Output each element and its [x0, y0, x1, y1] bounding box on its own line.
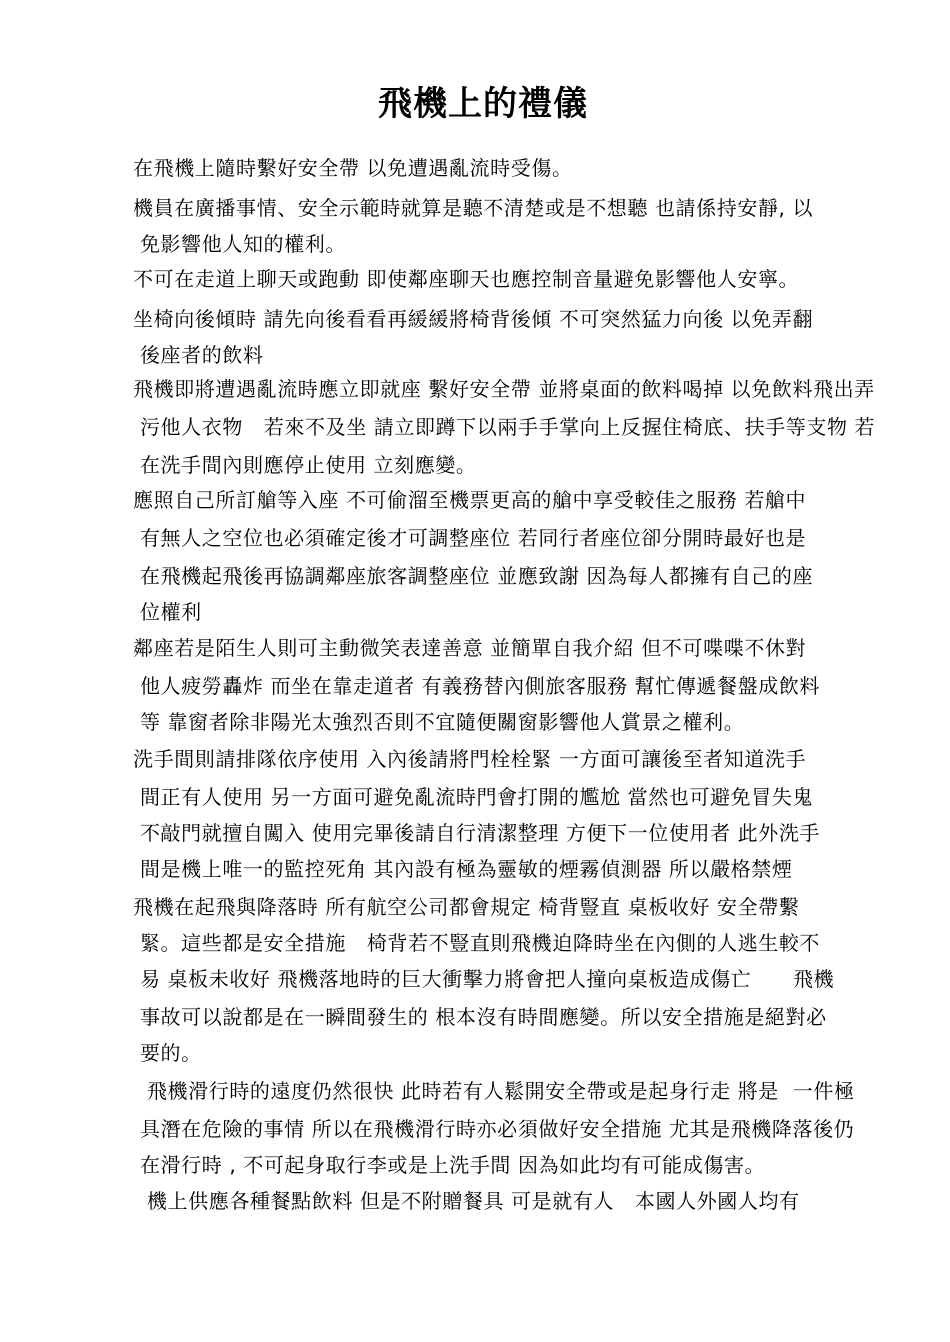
paragraph-line: 要的。: [133, 1041, 202, 1065]
paragraph-line: 污他人衣物 若來不及坐 請立即蹲下以兩手手掌向上反握住椅底、扶手等支物 若: [133, 415, 876, 439]
paragraph-line: 應照自己所訂艙等入座 不可偷溜至機票更高的艙中享受較佳之服務 若艙中: [133, 488, 807, 512]
paragraph-line: 他人疲勞轟炸 而坐在靠走道者 有義務替內側旅客服務 幫忙傳遞餐盤成飲料: [133, 674, 821, 698]
paragraph-line: 飛機即將遭遇亂流時應立即就座 繫好安全帶 並將桌面的飲料喝掉 以免飲料飛出弄: [133, 377, 875, 401]
paragraph-line: 具潛在危險的事情 所以在飛機滑行時亦必須做好安全措施 尤其是飛機降落後仍: [133, 1117, 855, 1141]
paragraph-line: 間正有人使用 另一方面可避免亂流時門會打開的尷尬 當然也可避免冒失鬼: [133, 785, 814, 809]
paragraph-line: 不可在走道上聊天或跑動 即使鄰座聊天也應控制音量避免影響他人安寧。: [133, 267, 800, 291]
paragraph-line: 位權利: [133, 600, 202, 624]
paragraph-line: 免影響他人知的權利。: [133, 232, 346, 256]
paragraph-line: 在飛機起飛後再協調鄰座旅客調整座位 並應致謝 因為每人都擁有自己的座: [133, 564, 814, 588]
paragraph-line: 坐椅向後傾時 請先向後看看再緩緩將椅背後傾 不可突然猛力向後 以免弄翻: [133, 307, 814, 331]
paragraph-line: 事故可以說都是在一瞬間發生的 根本沒有時間應變。所以安全措施是絕對必: [133, 1005, 827, 1029]
paragraph-line: 易 桌板未收好 飛機落地時的巨大衝擊力將會把人撞向桌板造成傷亡 飛機: [133, 967, 835, 991]
paragraph-line: 鄰座若是陌生人則可主動微笑表達善意 並簡單自我介紹 但不可喋喋不休對: [133, 636, 807, 660]
page-title: 飛機上的禮儀: [378, 84, 588, 124]
paragraph-line: 在洗手間內則應停止使用 立刻應變。: [133, 453, 477, 477]
paragraph-line: 等 靠窗者除非陽光太強烈否則不宜隨便關窗影響他人賞景之權利。: [133, 710, 745, 734]
paragraph-line: 不敲門就擅自闖入 使用完畢後請自行清潔整理 方便下一位使用者 此外洗手: [133, 821, 821, 845]
paragraph-line: 飛機滑行時的遠度仍然很快 此時若有人鬆開安全帶或是起身行走 將是 一件極: [133, 1079, 855, 1103]
paragraph-line: 在飛機上隨時繫好安全帶 以免遭遇亂流時受傷。: [133, 156, 573, 180]
paragraph-line: 洗手間則請排隊依序使用 入內後請將門栓栓緊 一方面可讓後至者知道洗手: [133, 747, 807, 771]
paragraph-line: 緊。這些都是安全措施 椅背若不豎直則飛機迫降時坐在內側的人逃生較不: [133, 931, 821, 955]
paragraph-line: 機上供應各種餐點飲料 但是不附贈餐具 可是就有人 本國人外國人均有: [133, 1189, 800, 1213]
paragraph-line: 在滑行時 , 不可起身取行李或是上洗手間 因為如此均有可能成傷害。: [133, 1153, 766, 1177]
paragraph-line: 有無人之空位也必須確定後才可調整座位 若同行者座位卻分開時最好也是: [133, 526, 807, 550]
paragraph-line: 飛機在起飛與降落時 所有航空公司都會規定 椅背豎直 桌板收好 安全帶繫: [133, 895, 800, 919]
paragraph-line: 機員在廣播事情、安全示範時就算是聽不清楚或是不想聽 也請係持安靜, 以: [133, 196, 814, 220]
paragraph-line: 後座者的飲料: [133, 343, 264, 367]
paragraph-line: 間是機上唯一的監控死角 其內設有極為靈敏的煙霧偵測器 所以嚴格禁煙: [133, 857, 793, 881]
